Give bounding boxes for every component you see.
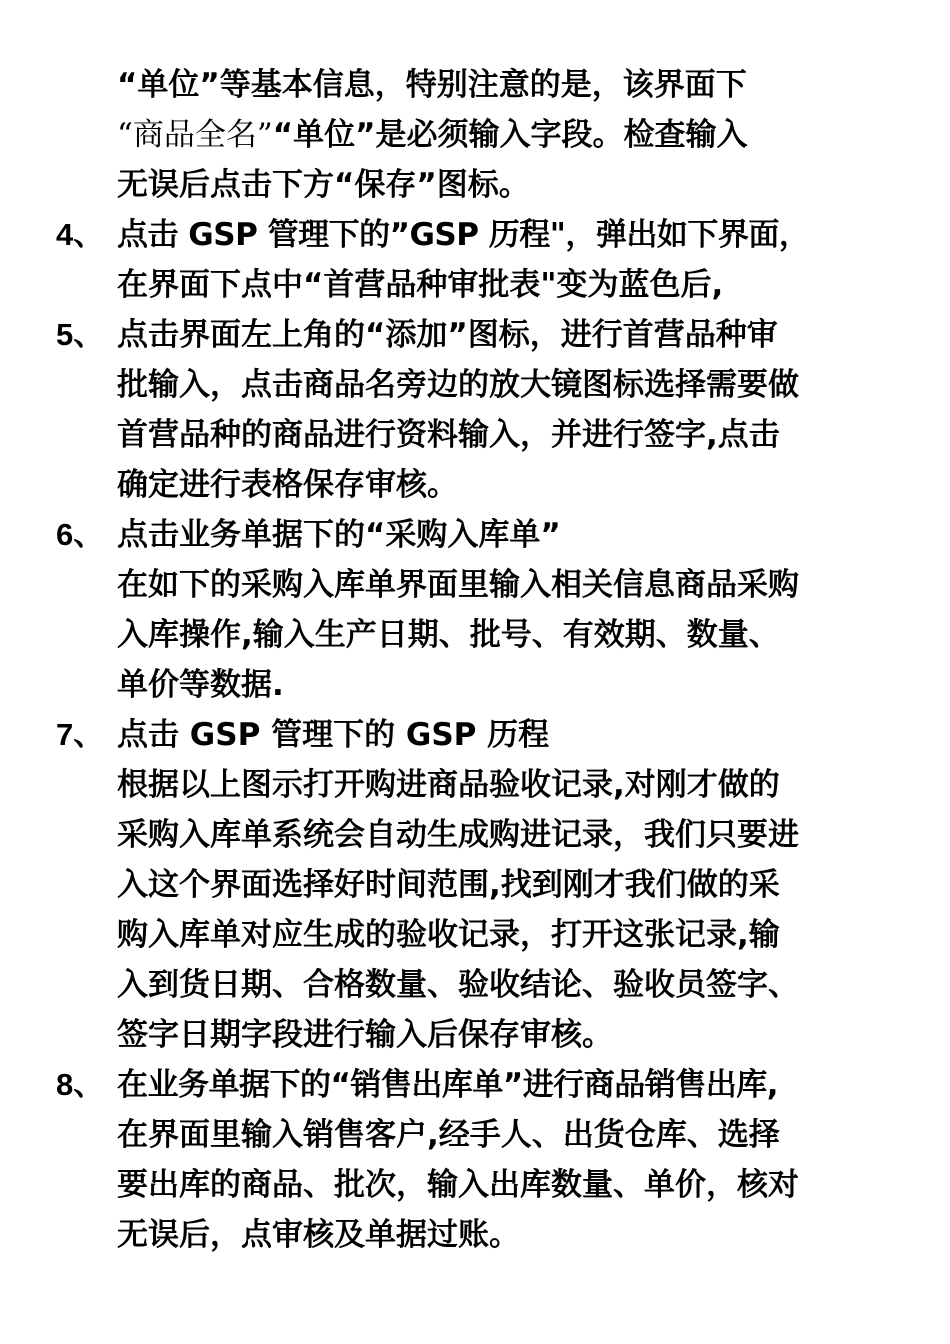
step-7-line-4 xyxy=(0,860,950,910)
text-line-2 xyxy=(0,110,950,160)
line-text: 确定进行表格保存审核。 xyxy=(117,467,458,503)
line-text xyxy=(117,110,747,160)
line-text: 在界面里输入销售客户,经手人、出货仓库、选择 xyxy=(117,1117,780,1153)
step-7-line-3 xyxy=(0,810,950,860)
document-body xyxy=(0,60,950,1260)
step-number: 5、 xyxy=(56,317,105,352)
step-6-line-3 xyxy=(0,610,950,660)
step-5-line-3 xyxy=(0,410,950,460)
step-4-line-2 xyxy=(0,260,950,310)
line-text: 要出库的商品、批次，输入出库数量、单价，核对 xyxy=(117,1167,799,1203)
line-text: 无误后点击下方“保存”图标。 xyxy=(117,167,530,203)
line-text-light: “商品全名” xyxy=(117,117,273,153)
line-text: 首营品种的商品进行资料输入，并进行签字,点击 xyxy=(117,417,780,453)
text-line-3 xyxy=(0,160,950,210)
step-4-line-1 xyxy=(0,210,950,260)
line-text: 点击 GSP 管理下的”GSP 历程"，弹出如下界面， xyxy=(117,217,810,253)
line-text: 在业务单据下的“销售出库单”进行商品销售出库, xyxy=(117,1067,779,1103)
line-text: 根据以上图示打开购进商品验收记录,对刚才做的 xyxy=(117,767,780,803)
step-number: 7、 xyxy=(56,717,105,752)
text-line-1 xyxy=(0,60,950,110)
step-number: 8、 xyxy=(56,1067,105,1102)
step-5-line-1 xyxy=(0,310,950,360)
line-text: 采购入库单系统会自动生成购进记录，我们只要进 xyxy=(117,817,799,853)
line-text: 批输入，点击商品名旁边的放大镜图标选择需要做 xyxy=(117,367,799,403)
line-text: “单位”等基本信息，特别注意的是，该界面下 xyxy=(117,67,747,103)
line-text: 点击界面左上角的“添加”图标，进行首营品种审 xyxy=(117,317,778,353)
line-text: 入到货日期、合格数量、验收结论、验收员签字、 xyxy=(117,967,799,1003)
step-7-line-1 xyxy=(0,710,950,760)
line-text: 入库操作,输入生产日期、批号、有效期、数量、 xyxy=(117,617,780,653)
line-text: 无误后，点审核及单据过账。 xyxy=(117,1217,520,1253)
line-text: 购入库单对应生成的验收记录，打开这张记录,输 xyxy=(117,917,780,953)
step-6-line-4 xyxy=(0,660,950,710)
step-number: 6、 xyxy=(56,517,105,552)
line-text: 签字日期字段进行输入后保存审核。 xyxy=(117,1017,613,1053)
step-7-line-6 xyxy=(0,960,950,1010)
line-text-rest: “单位”是必须输入字段。检查输入 xyxy=(272,117,748,153)
line-text: 点击业务单据下的“采购入库单” xyxy=(117,517,561,553)
step-5-line-2 xyxy=(0,360,950,410)
step-6-line-2 xyxy=(0,560,950,610)
step-8-line-1 xyxy=(0,1060,950,1110)
line-text: 在界面下点中“首营品种审批表"变为蓝色后, xyxy=(117,267,724,303)
step-7-line-5 xyxy=(0,910,950,960)
step-7-line-2 xyxy=(0,760,950,810)
step-5-line-4 xyxy=(0,460,950,510)
step-8-line-3 xyxy=(0,1160,950,1210)
line-text: 在如下的采购入库单界面里输入相关信息商品采购 xyxy=(117,567,799,603)
step-7-line-7 xyxy=(0,1010,950,1060)
line-text: 点击 GSP 管理下的 GSP 历程 xyxy=(117,717,550,753)
line-text: 入这个界面选择好时间范围,找到刚才我们做的采 xyxy=(117,867,780,903)
step-8-line-4 xyxy=(0,1210,950,1260)
line-text: 单价等数据. xyxy=(117,667,284,703)
step-number: 4、 xyxy=(56,217,105,252)
step-6-line-1 xyxy=(0,510,950,560)
step-8-line-2 xyxy=(0,1110,950,1160)
